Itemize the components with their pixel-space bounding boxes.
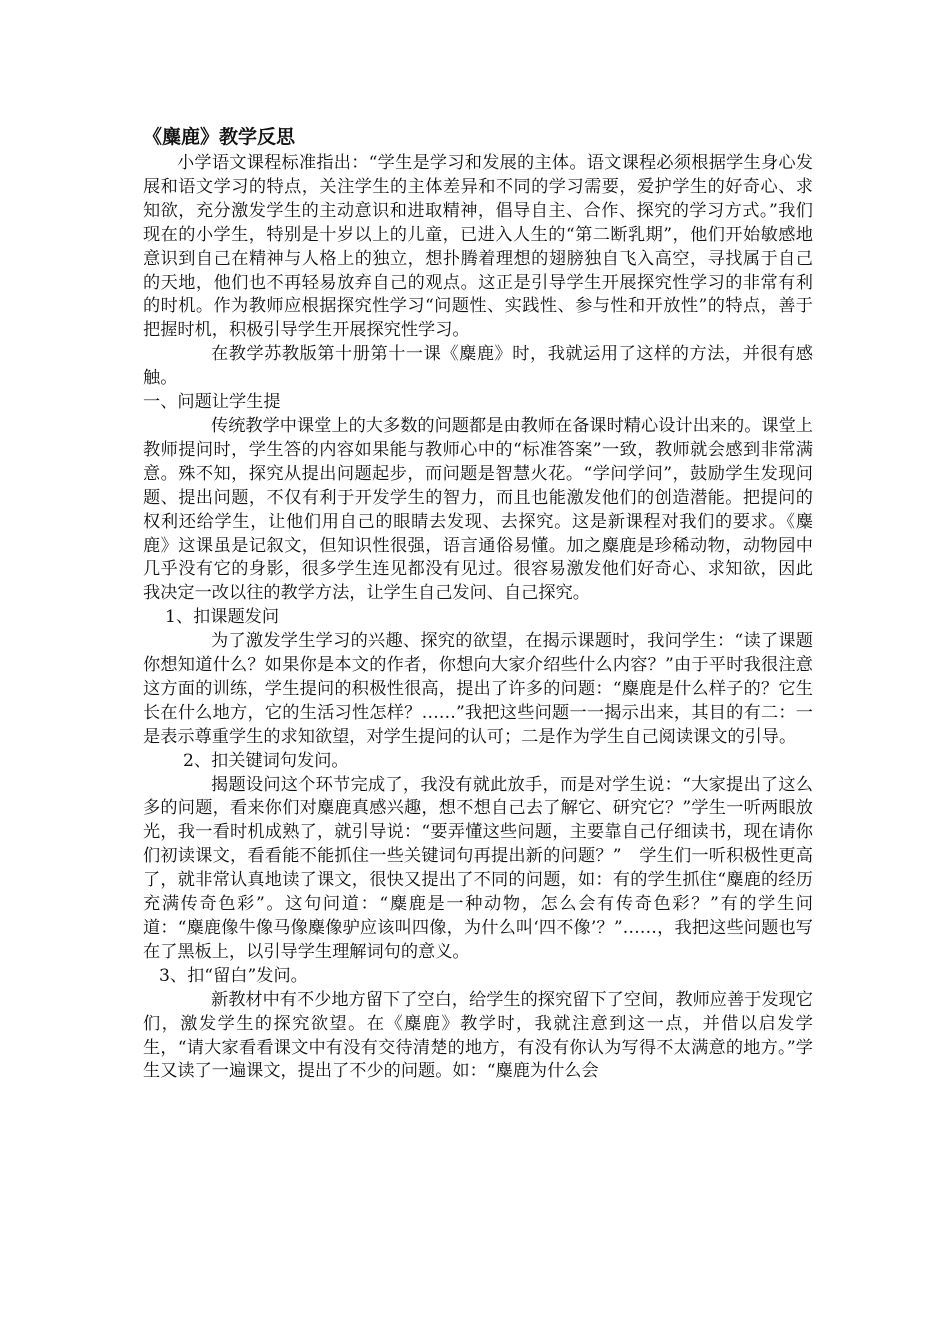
section-heading-1: 一、问题让学生提 — [143, 392, 281, 413]
document-page — [143, 124, 813, 1084]
subsection-heading-2: 2、扣关键词句发问。 — [183, 750, 349, 771]
subsection-1-paragraph: 为了激发学生学习的兴趣、探究的欲望，在揭示课题时，我问学生：“读了课题你想知道什么？如果你是本文的作者，你想向大家介绍些什么内容？”由于平时我很注意这方面的训练，学生提问的积极性很高，提出了许多的问题：“麋鹿是什么样子的？它生长在什么地方，它的生活习性怎样？……”我把这些问题一一揭示出来，其目的有二：一是表示尊重学生的求知欲望，对学生提问的认可；二是作为学生自己阅读课文的引导。 — [143, 631, 813, 747]
subsection-heading-1: 1、扣课题发问 — [165, 607, 280, 628]
subsection-heading-3: 3、扣“留白”发问。 — [159, 965, 308, 986]
document-title: 《麋鹿》教学反思 — [143, 126, 296, 148]
subsection-3-paragraph: 新教材中有不少地方留下了空白，给学生的探究留下了空间，教师应善于发现它们，激发学生的探究欲望。在《麋鹿》教学时，我就注意到这一点，并借以启发学生，“请大家看看课文中有没有交待清楚的地方，有没有你认为写得不太满意的地方。”学生又读了一遍课文，提出了不少的问题。如：“麋鹿为什么会 — [143, 989, 813, 1082]
intro-paragraph: 小学语文课程标准指出：“学生是学习和发展的主体。语文课程必须根据学生身心发展和语文学习的特点，关注学生的主体差异和不同的学习需要，爱护学生的好奇心、求知欲，充分激发学生的主动意识和进取精神，倡导自主、合作、探究的学习方式。”我们现在的小学生，特别是十岁以上的儿童，已进入人生的“第二断乳期”，他们开始敏感地意识到自己在精神与人格上的独立，想扑腾着理想的翅膀独自飞入高空，寻找属于自己的天地，他们也不再轻易放弃自己的观点。这正是引导学生开展探究性学习的非常有利的时机。作为教师应根据探究性学习“问题性、实践性、参与性和开放性”的特点，善于把握时机，积极引导学生开展探究性学习。 — [143, 153, 813, 341]
intro-paragraph-2: 在教学苏教版第十册第十一课《麋鹿》时，我就运用了这样的方法，并很有感触。 — [143, 344, 813, 389]
subsection-2-paragraph: 揭题设问这个环节完成了，我没有就此放手，而是对学生说：“大家提出了这么多的问题，看来你们对麋鹿真感兴趣，想不想自己去了解它、研究它？”学生一听两眼放光，我一看时机成熟了，就引导说：“要弄懂这些问题，主要靠自己仔细读书，现在请你们初读课文，看看能不能抓住一些关键词句再提出新的问题？” 学生们一听积极性更高了，就非常认真地读了课文，很快又提出了不同的问题，如：有的学生抓住“麋鹿的经历充满传奇色彩”。这句问道：“麋鹿是一种动物，怎么会有传奇色彩？”有的学生问道：“麋鹿像牛像马像麋像驴应该叫四像，为什么叫‘四不像’？”……，我把这些问题也写在了黑板上，以引导学生理解词句的意义。 — [143, 774, 813, 962]
section-1-paragraph: 传统教学中课堂上的大多数的问题都是由教师在备课时精心设计出来的。课堂上教师提问时，学生答的内容如果能与教师心中的“标准答案”一致，教师就会感到非常满意。殊不知，探究从提出问题起步，而问题是智慧火花。“学问学问”，鼓励学生发现问题、提出问题，不仅有利于开发学生的智力，而且也能激发他们的创造潜能。把提问的权利还给学生，让他们用自己的眼睛去发现、去探究。这是新课程对我们的要求。《麋鹿》这课虽是记叙文，但知识性很强，语言通俗易懂。加之麋鹿是珍稀动物，动物园中几乎没有它的身影，很多学生连见都没有见过。很容易激发他们好奇心、求知欲，因此我决定一改以往的教学方法，让学生自己发问、自己探究。 — [143, 415, 813, 604]
